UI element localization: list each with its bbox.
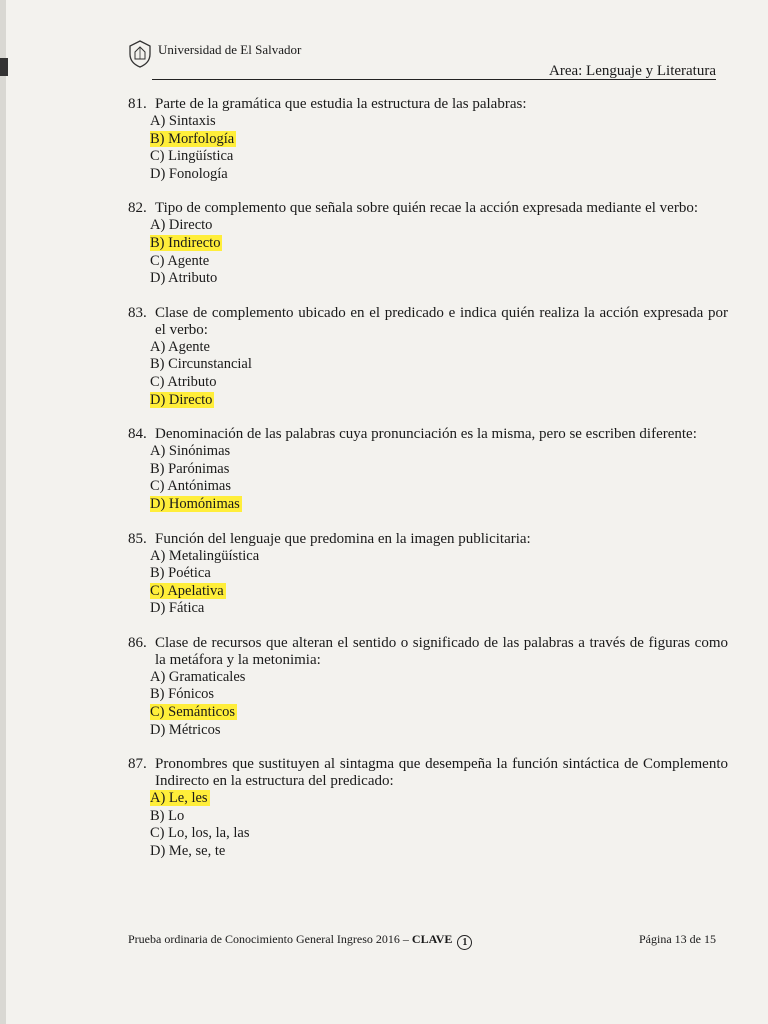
question-body: Función del lenguaje que predomina en la imagen publicitaria: [155,530,531,547]
answer-option-label: D) Métricos [150,721,221,738]
answer-option-label: A) Le, les [150,790,208,807]
question-text [128,426,728,443]
answer-option-label: A) Sintaxis [150,113,216,129]
answer-options [150,217,728,287]
page-number: Página 13 de 15 [639,932,716,946]
answer-option-label: C) Apelativa [150,582,224,599]
answer-option-label: D) Me, se, te [150,843,226,860]
answer-option [150,270,728,288]
answer-option-highlighted [150,704,728,722]
answer-option [150,253,728,271]
question-number: 83. [128,304,147,321]
question-text [128,531,728,548]
question-text [128,200,728,217]
answer-options [150,548,728,618]
clave-number: 1 [457,935,472,950]
answer-option [150,217,728,235]
answer-option-label: A) Metalingüística [150,547,260,564]
answer-option-label: B) Parónimas [150,460,230,477]
edge-mark [0,58,8,76]
question-number: 81. [128,96,147,112]
answer-option [150,113,728,131]
answer-option-label: C) Lo, los, la, las [150,825,250,842]
question-body: Pronombres que sustituyen al sintagma que desempeña la función sintáctica de Complemento Indirecto en la estructura del predicado: [155,756,728,790]
answer-option-highlighted [150,392,728,410]
answer-option [150,166,728,184]
answer-option [150,548,728,566]
answer-option [150,686,728,704]
answer-option-label: B) Morfología [150,130,235,147]
question-item [128,200,728,287]
answer-options [150,113,728,183]
question-number: 86. [128,634,147,651]
answer-option-label: C) Lingüística [150,148,234,165]
answer-option-label: B) Indirecto [150,234,221,251]
question-item [128,531,728,618]
answer-option-label: D) Fática [150,600,205,617]
answer-option-label: B) Lo [150,807,185,824]
answer-option-label: C) Antónimas [150,478,231,495]
answer-option [150,808,728,826]
answer-option [150,339,728,357]
question-body: Clase de recursos que alteran el sentido o significado de las palabras a través de figuras como la metáfora y la metonimia: [155,634,728,668]
answer-option-label: C) Agente [150,252,210,269]
answer-option-label: C) Semánticos [150,704,235,721]
answer-option-label: A) Agente [150,338,210,355]
answer-option [150,565,728,583]
answer-option-label: A) Gramaticales [150,668,246,685]
answer-option [150,374,728,392]
question-text [128,635,728,669]
subject-area: Area: Lenguaje y Literatura [549,63,716,79]
answer-option-label: A) Sinónimas [150,443,231,460]
answer-options [150,443,728,513]
answer-option [150,722,728,740]
answer-option-label: B) Fónicos [150,686,215,703]
question-body: Parte de la gramática que estudia la estructura de las palabras: [155,96,527,112]
question-number: 84. [128,426,147,443]
clave-label: CLAVE [411,932,453,946]
answer-option-label: D) Fonología [150,165,228,182]
answer-options [150,790,728,860]
question-text [128,756,728,790]
question-item [128,96,728,183]
header-divider [152,79,716,80]
question-text [128,305,728,339]
question-item [128,635,728,739]
answer-option [150,443,728,461]
answer-options [150,339,728,409]
answer-option [150,600,728,618]
question-item [128,756,728,860]
page-edge [0,0,6,1024]
answer-options [150,669,728,739]
question-list [128,96,728,878]
answer-option [150,478,728,496]
footer-exam-info [128,932,472,950]
exam-title: Prueba ordinaria de Conocimiento General Ingreso 2016 – [128,932,412,946]
university-seal-icon [128,40,152,68]
answer-option-highlighted [150,583,728,601]
question-body: Denominación de las palabras cuya pronunciación es la misma, pero se escriben diferente: [155,426,697,443]
answer-option-label: C) Atributo [150,373,217,390]
question-number: 85. [128,530,147,547]
answer-option-label: D) Directo [150,391,213,408]
university-name: Universidad de El Salvador [158,42,302,57]
question-body: Clase de complemento ubicado en el predicado e indica quién realiza la acción expresada por el verbo: [155,304,728,338]
answer-option-label: B) Poética [150,565,211,582]
answer-option [150,843,728,861]
answer-option-highlighted [150,496,728,514]
answer-option-label: A) Directo [150,217,213,234]
answer-option-label: D) Atributo [150,270,218,287]
answer-option-label: D) Homónimas [150,495,240,512]
question-item [128,426,728,513]
answer-option [150,148,728,166]
question-number: 87. [128,756,147,773]
answer-option-highlighted [150,790,728,808]
question-number: 82. [128,200,147,217]
answer-option [150,461,728,479]
answer-option [150,669,728,687]
answer-option-highlighted [150,131,728,149]
answer-option [150,356,728,374]
question-body: Tipo de complemento que señala sobre quién recae la acción expresada mediante el verbo: [155,200,698,217]
answer-option [150,825,728,843]
question-item [128,305,728,409]
answer-option-label: B) Circunstancial [150,356,252,373]
answer-option-highlighted [150,235,728,253]
question-text [128,96,728,113]
